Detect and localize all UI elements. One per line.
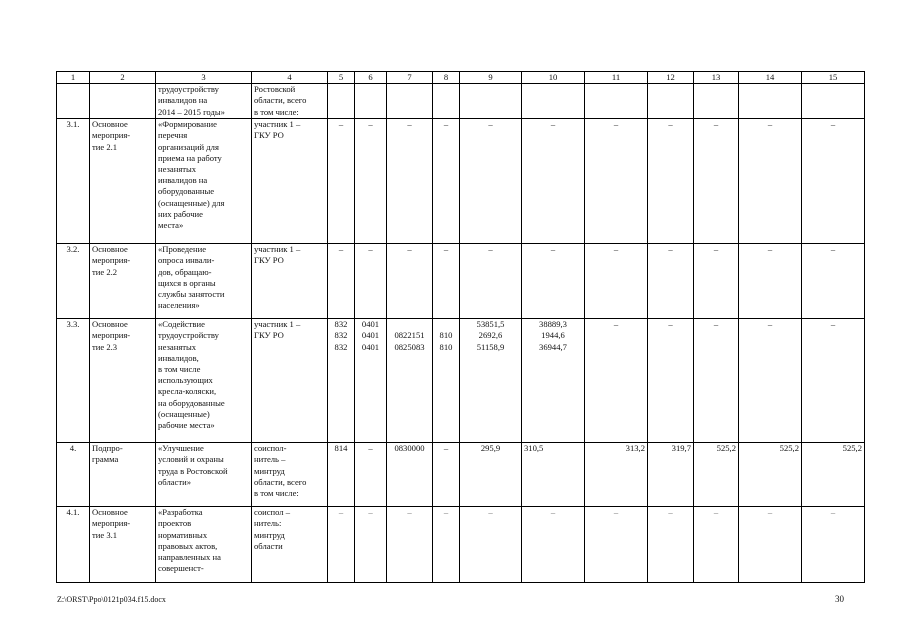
cell-rzpr: –: [355, 507, 387, 583]
row-title: трудоустройству инвалидов на 2014 – 2015 годы»: [156, 84, 252, 119]
cell-year-value: –: [802, 119, 865, 244]
col-header: 4: [252, 72, 328, 84]
row-type: [90, 84, 156, 119]
cell-rzpr: –: [355, 443, 387, 507]
cell-rzpr: –: [355, 244, 387, 319]
row-title: «Содействие трудоустройству незанятых инвалидов, в том числе использующих кресла-коляски, на оборудованные (оснащенные) рабочие места»: [156, 319, 252, 443]
cell-year-value: –: [522, 507, 585, 583]
cell-year-value: –: [648, 119, 694, 244]
cell-year-value: –: [739, 319, 802, 443]
cell-grbs: 814: [328, 443, 355, 507]
row-number: 3.2.: [57, 244, 90, 319]
row-executor: Ростовской области, всего в том числе:: [252, 84, 328, 119]
page-number: 30: [835, 594, 844, 604]
cell-year-value: –: [648, 507, 694, 583]
cell-year-value: –: [585, 244, 648, 319]
cell-year-value: –: [694, 244, 739, 319]
col-header: 13: [694, 72, 739, 84]
cell-csr: –: [387, 507, 433, 583]
col-header: 15: [802, 72, 865, 84]
col-header: 7: [387, 72, 433, 84]
cell-year-value: –: [585, 119, 648, 244]
cell-grbs: [328, 84, 355, 119]
row-number: 3.3.: [57, 319, 90, 443]
cell-year-value: –: [802, 244, 865, 319]
cell-csr: 0830000: [387, 443, 433, 507]
col-header: 12: [648, 72, 694, 84]
cell-year-value: [648, 84, 694, 119]
col-header: 10: [522, 72, 585, 84]
row-type: Основное мероприя- тие 2.2: [90, 244, 156, 319]
row-title: «Улучшение условий и охраны труда в Ростовской области»: [156, 443, 252, 507]
cell-csr: –: [387, 244, 433, 319]
cell-vr: –: [433, 507, 460, 583]
cell-csr: –: [387, 119, 433, 244]
cell-year-value: 525,2: [739, 443, 802, 507]
col-header: 8: [433, 72, 460, 84]
col-header: 5: [328, 72, 355, 84]
cell-rzpr: –: [355, 119, 387, 244]
cell-vr: –: [433, 119, 460, 244]
program-table: [56, 71, 865, 583]
cell-year-value: [802, 84, 865, 119]
cell-year-value: –: [694, 507, 739, 583]
row-title: «Формирование перечня организаций для приема на работу незанятых инвалидов на оборудованные (оснащенные) для них рабочие места»: [156, 119, 252, 244]
row-type: Основное мероприя- тие 2.3: [90, 319, 156, 443]
row-executor: участник 1 – ГКУ РО: [252, 119, 328, 244]
row-executor: соиспол- нитель – минтруд области, всего в том числе:: [252, 443, 328, 507]
document-file-path: Z:\ORST\Ppo\0121p034.f15.docx: [57, 595, 166, 604]
cell-year-value: –: [585, 507, 648, 583]
cell-year-value: –: [522, 119, 585, 244]
row-number: 4.: [57, 443, 90, 507]
cell-year-value: 525,2: [694, 443, 739, 507]
table-row: [57, 319, 865, 443]
column-number-row: [57, 72, 865, 84]
cell-vr: 810 810: [433, 319, 460, 443]
row-number: 3.1.: [57, 119, 90, 244]
cell-year-value: 525,2: [802, 443, 865, 507]
cell-year-value: 319,7: [648, 443, 694, 507]
cell-year-value: 295,9: [460, 443, 522, 507]
cell-year-value: [694, 84, 739, 119]
cell-year-value: –: [694, 119, 739, 244]
table-row: [57, 507, 865, 583]
cell-vr: [433, 84, 460, 119]
cell-year-value: –: [522, 244, 585, 319]
row-type: Основное мероприя- тие 3.1: [90, 507, 156, 583]
cell-grbs: 832 832 832: [328, 319, 355, 443]
cell-year-value: 53851,5 2692,6 51158,9: [460, 319, 522, 443]
row-type: Основное мероприя- тие 2.1: [90, 119, 156, 244]
cell-year-value: –: [739, 507, 802, 583]
cell-vr: –: [433, 244, 460, 319]
cell-year-value: –: [648, 319, 694, 443]
cell-year-value: –: [460, 119, 522, 244]
table-row: [57, 443, 865, 507]
cell-year-value: –: [694, 319, 739, 443]
col-header: 6: [355, 72, 387, 84]
cell-grbs: –: [328, 244, 355, 319]
cell-year-value: 313,2: [585, 443, 648, 507]
cell-csr: [387, 84, 433, 119]
cell-year-value: –: [460, 244, 522, 319]
table-row: [57, 84, 865, 119]
cell-year-value: [460, 84, 522, 119]
cell-year-value: –: [460, 507, 522, 583]
table-row: [57, 119, 865, 244]
col-header: 2: [90, 72, 156, 84]
row-executor: участник 1 – ГКУ РО: [252, 319, 328, 443]
row-title: «Проведение опроса инвали- дов, обращаю- щихся в органы службы занятости населения»: [156, 244, 252, 319]
cell-year-value: 310,5: [522, 443, 585, 507]
row-number: 4.1.: [57, 507, 90, 583]
row-number: [57, 84, 90, 119]
col-header: 14: [739, 72, 802, 84]
cell-grbs: –: [328, 507, 355, 583]
cell-year-value: 38889,3 1944,6 36944,7: [522, 319, 585, 443]
cell-csr: 0822151 0825083: [387, 319, 433, 443]
cell-year-value: –: [648, 244, 694, 319]
col-header: 9: [460, 72, 522, 84]
cell-year-value: –: [739, 244, 802, 319]
cell-grbs: –: [328, 119, 355, 244]
table-row: [57, 244, 865, 319]
row-title: «Разработка проектов нормативных правовых актов, направленных на совершенст-: [156, 507, 252, 583]
cell-year-value: –: [802, 319, 865, 443]
cell-year-value: –: [739, 119, 802, 244]
col-header: 3: [156, 72, 252, 84]
col-header: 11: [585, 72, 648, 84]
row-executor: соиспол – нитель: минтруд области: [252, 507, 328, 583]
row-type: Подпро- грамма: [90, 443, 156, 507]
cell-vr: –: [433, 443, 460, 507]
col-header: 1: [57, 72, 90, 84]
cell-rzpr: [355, 84, 387, 119]
cell-year-value: [522, 84, 585, 119]
cell-year-value: [739, 84, 802, 119]
cell-year-value: –: [585, 319, 648, 443]
cell-rzpr: 0401 0401 0401: [355, 319, 387, 443]
cell-year-value: –: [802, 507, 865, 583]
cell-year-value: [585, 84, 648, 119]
row-executor: участник 1 – ГКУ РО: [252, 244, 328, 319]
